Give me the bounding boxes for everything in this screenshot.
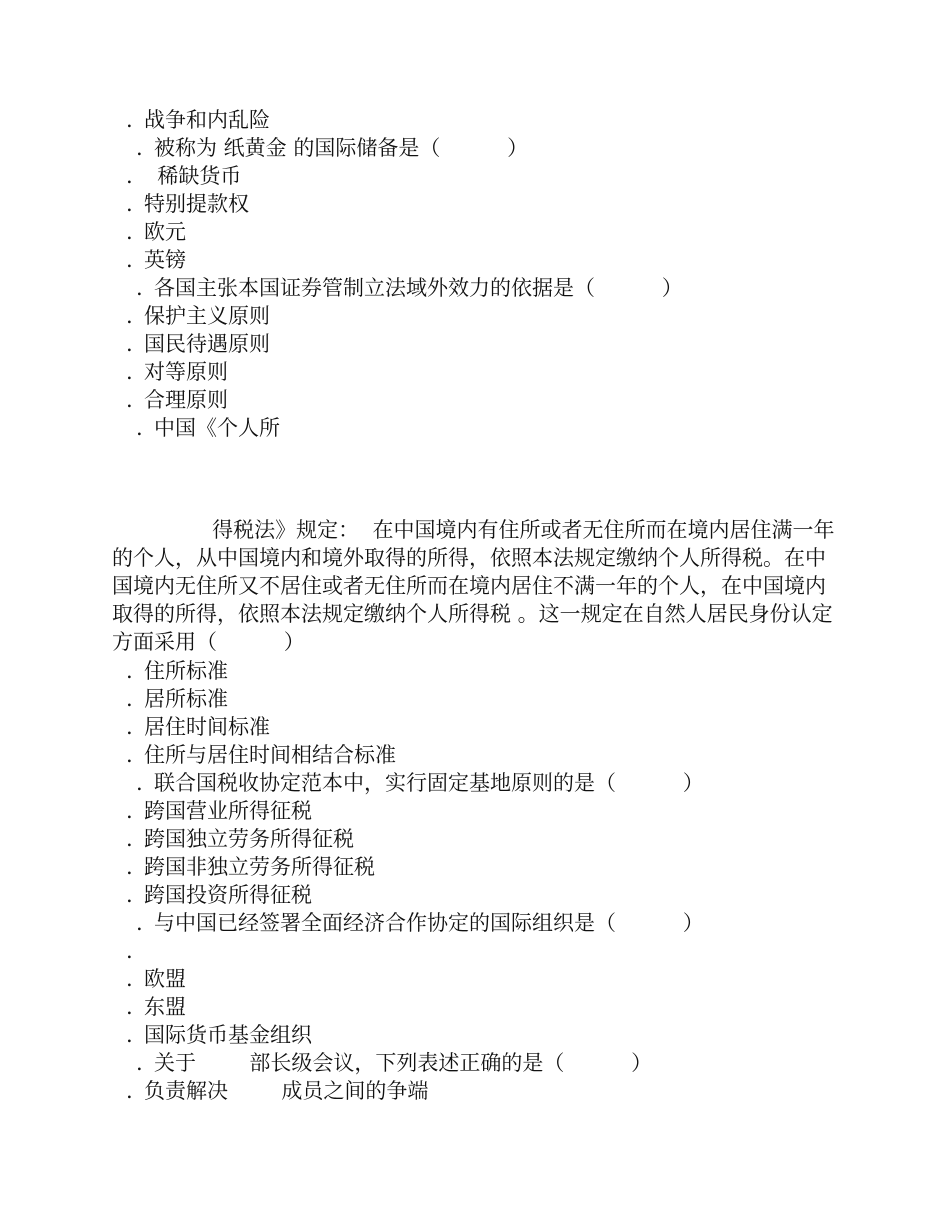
list-marker: . xyxy=(126,220,133,244)
option-text: 跨国非独立劳务所得征税 xyxy=(144,855,375,879)
list-marker: . xyxy=(126,687,133,711)
list-marker: . xyxy=(126,1079,133,1103)
question-line xyxy=(136,134,528,162)
option-line xyxy=(126,937,144,965)
option-text: 国民待遇原则 xyxy=(144,332,270,356)
list-marker: . xyxy=(126,108,133,132)
option-text: 居所标准 xyxy=(144,687,228,711)
list-marker: . xyxy=(126,360,133,384)
option-line xyxy=(126,190,249,218)
question-text: 关于 部长级会议，下列表述正确的是（ ） xyxy=(154,1051,653,1075)
option-text: 欧元 xyxy=(144,220,186,244)
list-marker: . xyxy=(136,416,143,440)
option-text: 合理原则 xyxy=(144,388,228,412)
option-line xyxy=(126,965,186,993)
option-text: 东盟 xyxy=(144,995,186,1019)
option-text: 特别提款权 xyxy=(144,192,249,216)
list-marker: . xyxy=(126,1023,133,1047)
list-marker: . xyxy=(136,1051,143,1075)
option-text: 跨国营业所得征税 xyxy=(144,799,312,823)
option-line xyxy=(126,246,186,274)
list-marker: . xyxy=(136,136,143,160)
option-line xyxy=(126,330,270,358)
option-line xyxy=(126,685,228,713)
option-line xyxy=(126,218,186,246)
option-text: 国际货币基金组织 xyxy=(144,1023,312,1047)
option-line xyxy=(126,1077,428,1105)
list-marker: . xyxy=(136,276,143,300)
list-marker: . xyxy=(126,388,133,412)
list-marker: . xyxy=(126,799,133,823)
list-marker: . xyxy=(136,911,143,935)
question-line xyxy=(136,414,280,442)
option-line xyxy=(126,657,228,685)
list-marker: . xyxy=(126,659,133,683)
list-marker: . xyxy=(126,248,133,272)
question-text: 各国主张本国证券管制立法域外效力的依据是（ ） xyxy=(154,276,683,300)
option-line xyxy=(126,853,375,881)
list-marker: . xyxy=(136,771,143,795)
question-text: 与中国已经签署全面经济合作协定的国际组织是（ ） xyxy=(154,911,704,935)
option-text: 对等原则 xyxy=(144,360,228,384)
option-text: 战争和内乱险 xyxy=(144,108,270,132)
list-marker: . xyxy=(126,995,133,1019)
option-text: 跨国投资所得征税 xyxy=(144,883,312,907)
option-text: 住所与居住时间相结合标准 xyxy=(144,743,396,767)
list-marker: . xyxy=(126,939,133,963)
option-text: 跨国独立劳务所得征税 xyxy=(144,827,354,851)
list-marker: . xyxy=(126,743,133,767)
option-text: 欧盟 xyxy=(144,967,186,991)
question-line xyxy=(136,909,704,937)
option-text: 住所标准 xyxy=(144,659,228,683)
option-line xyxy=(126,797,312,825)
list-marker: . xyxy=(126,192,133,216)
question-line xyxy=(136,769,704,797)
option-line xyxy=(126,106,270,134)
option-text: 稀缺货币 xyxy=(144,164,242,188)
option-text: 负责解决 成员之间的争端 xyxy=(144,1079,429,1103)
option-text: 居住时间标准 xyxy=(144,715,270,739)
option-line xyxy=(126,386,228,414)
list-marker: . xyxy=(126,304,133,328)
option-text: 英镑 xyxy=(144,248,186,272)
list-marker: . xyxy=(126,827,133,851)
list-marker: . xyxy=(126,164,133,188)
question-text: 中国《个人所 xyxy=(154,416,280,440)
list-marker: . xyxy=(126,332,133,356)
option-line xyxy=(126,825,354,853)
option-line xyxy=(126,1021,312,1049)
question-line xyxy=(136,274,683,302)
option-line xyxy=(126,993,186,1021)
option-line xyxy=(126,881,312,909)
question-text: 被称为 纸黄金 的国际储备是（ ） xyxy=(154,136,529,160)
option-line xyxy=(126,741,396,769)
option-line xyxy=(126,162,241,190)
option-line xyxy=(126,713,270,741)
list-marker: . xyxy=(126,883,133,907)
option-line xyxy=(126,358,228,386)
question-text: 联合国税收协定范本中，实行固定基地原则的是（ ） xyxy=(154,771,704,795)
list-marker: . xyxy=(126,715,133,739)
list-marker: . xyxy=(126,855,133,879)
option-line xyxy=(126,302,270,330)
option-text: 保护主义原则 xyxy=(144,304,270,328)
question-line xyxy=(136,1049,652,1077)
list-marker: . xyxy=(126,967,133,991)
question-paragraph: 得税法》规定： 在中国境内有住所或者无住所而在境内居住满一年的个人，从中国境内和境外取得的所得，依照本法规定缴纳个人所得税。在中国境内无住所又不居住或者无住所而在境内居住不满一年的个人，在中国境内取得的所得，依照本法规定缴纳个人所得税 。这一规定在自然人居民身份认定方面采用（ ） xyxy=(112,518,835,654)
